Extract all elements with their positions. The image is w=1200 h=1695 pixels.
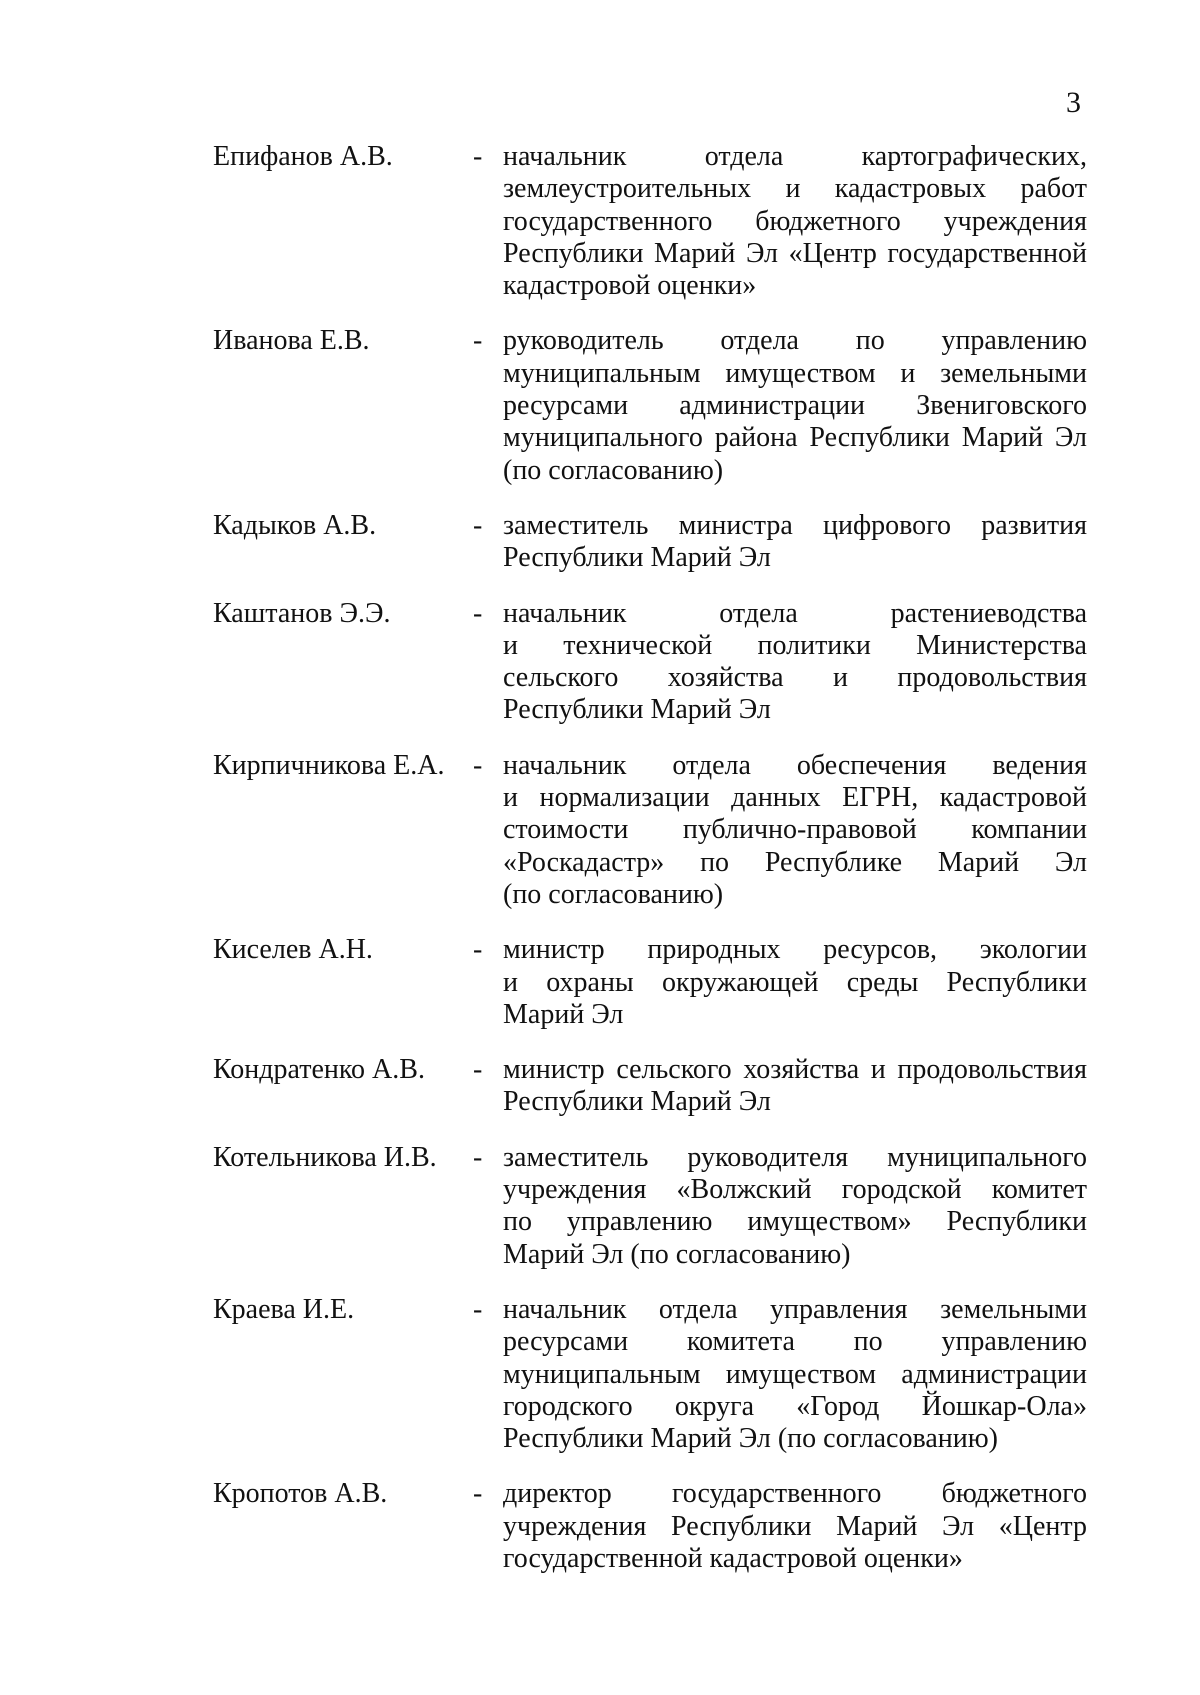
member-entry bbox=[0, 598, 1200, 727]
member-name: Каштанов Э.Э. bbox=[213, 597, 391, 629]
member-position bbox=[503, 325, 1087, 486]
position-line: Республики Марий Эл (по согласованию) bbox=[503, 1423, 998, 1455]
position-line: и нормализации данных ЕГРН, кадастровой bbox=[503, 782, 1087, 814]
position-line: Республики Марий Эл bbox=[503, 1086, 771, 1118]
member-entry bbox=[0, 1142, 1200, 1271]
member-name: Кропотов А.В. bbox=[213, 1478, 388, 1510]
position-line: начальник отдела картографических, bbox=[503, 141, 1087, 172]
position-line: кадастровой оценки» bbox=[503, 270, 757, 302]
entry-dash: - bbox=[473, 749, 483, 781]
member-position bbox=[503, 1142, 1087, 1271]
position-line: Марий Эл bbox=[503, 998, 624, 1030]
member-position bbox=[503, 750, 1087, 911]
member-position bbox=[503, 934, 1087, 1031]
position-line: и технической политики Министерства bbox=[503, 629, 1087, 661]
position-line: (по согласованию) bbox=[503, 454, 724, 486]
position-line: начальник отдела обеспечения ведения bbox=[503, 749, 1087, 781]
member-position bbox=[503, 510, 1087, 575]
position-line: директор государственного бюджетного bbox=[503, 1478, 1087, 1510]
page-number: 3 bbox=[1066, 86, 1081, 119]
position-line: стоимости публично-правовой компании bbox=[503, 814, 1087, 846]
member-position bbox=[503, 1054, 1087, 1119]
position-line: Республики Марий Эл bbox=[503, 694, 771, 726]
position-line: «Роскадастр» по Республике Марий Эл bbox=[503, 846, 1087, 878]
member-name: Кадыков А.В. bbox=[213, 509, 377, 541]
position-line: сельского хозяйства и продовольствия bbox=[503, 662, 1087, 694]
position-line: начальник отдела растениеводства bbox=[503, 597, 1087, 629]
position-line: городского округа «Город Йошкар-Ола» bbox=[503, 1390, 1087, 1422]
member-name: Кондратенко А.В. bbox=[213, 1054, 425, 1086]
position-line: муниципальным имуществом администрации bbox=[503, 1358, 1087, 1390]
position-line: заместитель министра цифрового развития bbox=[503, 509, 1087, 541]
member-entry bbox=[0, 510, 1200, 575]
member-entry bbox=[0, 934, 1200, 1031]
entry-dash: - bbox=[473, 597, 483, 629]
member-entry bbox=[0, 141, 1200, 302]
position-line: муниципального района Республики Марий Эл bbox=[503, 422, 1087, 454]
position-line: и охраны окружающей среды Республики bbox=[503, 966, 1087, 998]
entry-dash: - bbox=[473, 1054, 483, 1086]
position-line: государственного бюджетного учреждения bbox=[503, 205, 1087, 237]
position-line: заместитель руководителя муниципального bbox=[503, 1141, 1087, 1173]
position-line: (по согласованию) bbox=[503, 878, 724, 910]
position-line: министр природных ресурсов, экологии bbox=[503, 934, 1087, 966]
entry-dash: - bbox=[473, 1141, 483, 1173]
position-line: Республики Марий Эл bbox=[503, 542, 771, 574]
member-name: Котельникова И.В. bbox=[213, 1141, 437, 1173]
position-line: государственной кадастровой оценки» bbox=[503, 1542, 963, 1574]
member-name: Епифанов А.В. bbox=[213, 141, 393, 172]
position-line: муниципальным имуществом и земельными bbox=[503, 357, 1087, 389]
member-entry bbox=[0, 1054, 1200, 1119]
entry-dash: - bbox=[473, 325, 483, 357]
position-line: руководитель отдела по управлению bbox=[503, 325, 1087, 357]
position-line: учреждения «Волжский городской комитет bbox=[503, 1174, 1087, 1206]
member-entry bbox=[0, 1294, 1200, 1455]
member-name: Кирпичникова Е.А. bbox=[213, 749, 445, 781]
member-entry bbox=[0, 750, 1200, 911]
entry-dash: - bbox=[473, 141, 483, 172]
position-line: по управлению имуществом» Республики bbox=[503, 1206, 1087, 1238]
position-line: землеустроительных и кадастровых работ bbox=[503, 173, 1087, 205]
member-name: Краева И.Е. bbox=[213, 1293, 355, 1325]
member-entry bbox=[0, 325, 1200, 486]
entry-dash: - bbox=[473, 1293, 483, 1325]
member-position bbox=[503, 141, 1087, 302]
position-line: ресурсами комитета по управлению bbox=[503, 1326, 1087, 1358]
position-line: учреждения Республики Марий Эл «Центр bbox=[503, 1510, 1087, 1542]
position-line: Марий Эл (по согласованию) bbox=[503, 1238, 851, 1270]
member-entry bbox=[0, 1478, 1200, 1575]
member-position bbox=[503, 1478, 1087, 1575]
member-position bbox=[503, 598, 1087, 727]
position-line: министр сельского хозяйства и продовольствия bbox=[503, 1054, 1087, 1086]
entry-dash: - bbox=[473, 1478, 483, 1510]
member-list bbox=[0, 141, 1200, 1575]
position-line: начальник отдела управления земельными bbox=[503, 1293, 1087, 1325]
position-line: Республики Марий Эл «Центр государственной bbox=[503, 237, 1087, 269]
member-position bbox=[503, 1294, 1087, 1455]
entry-dash: - bbox=[473, 934, 483, 966]
entry-dash: - bbox=[473, 509, 483, 541]
member-name: Иванова Е.В. bbox=[213, 325, 370, 357]
position-line: ресурсами администрации Звениговского bbox=[503, 390, 1087, 422]
member-name: Киселев А.Н. bbox=[213, 934, 373, 966]
